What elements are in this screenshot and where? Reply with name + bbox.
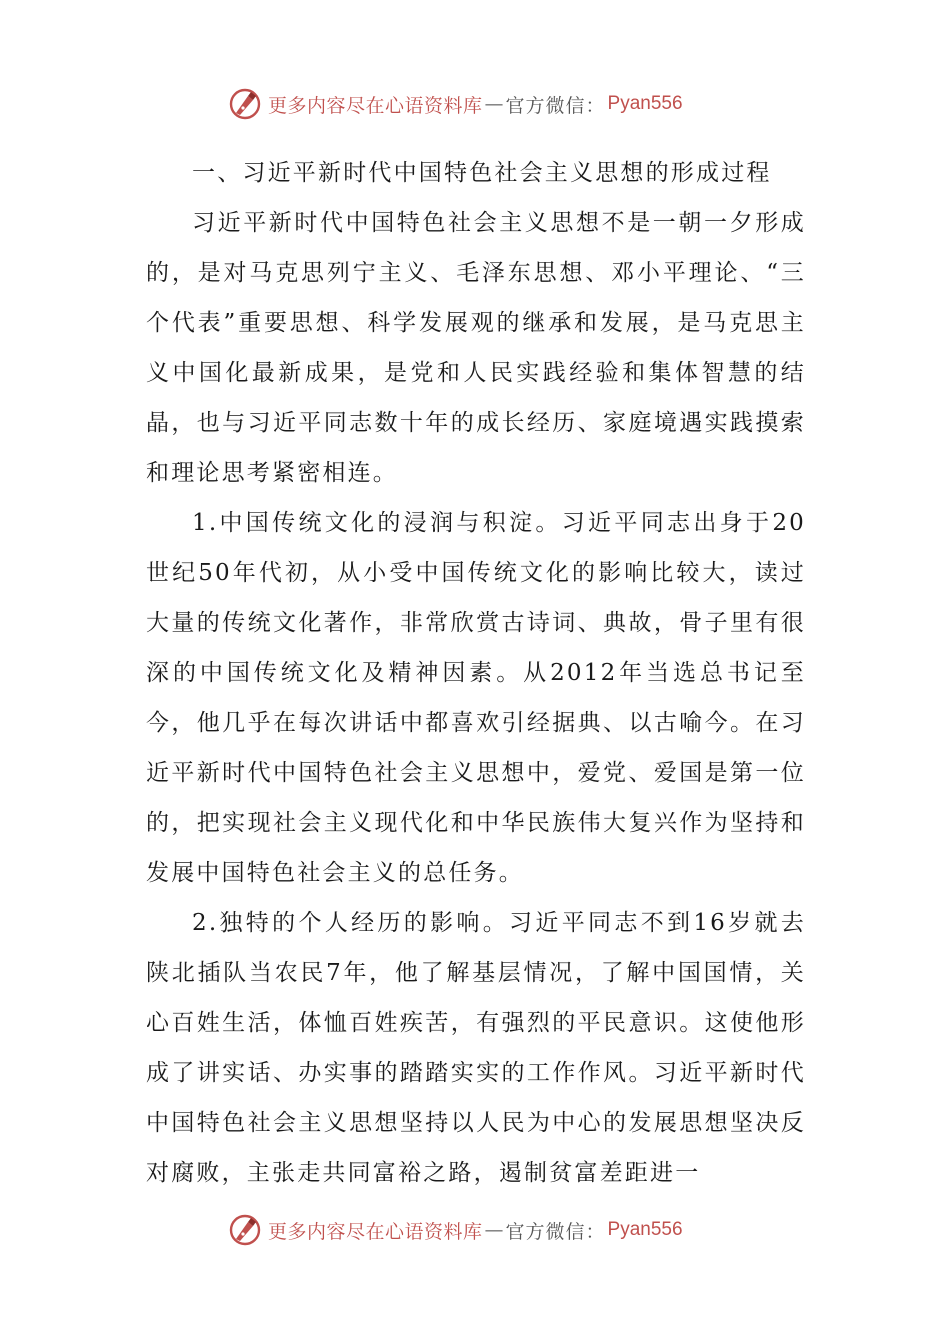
- pen-nib-logo-icon: [228, 87, 262, 121]
- site-name: 更多内容尽在心语资料库: [268, 94, 483, 117]
- footer-banner: [228, 1210, 683, 1250]
- banner-separator: —: [484, 93, 504, 115]
- paragraph-point-2: 2.独特的个人经历的影响。习近平同志不到16岁就去陕北插队当农民7年，他了解基层情况，了解中国国情，关心百姓生活，体恤百姓疾苦，有强烈的平民意识。这使他形成了讲实话、办实事的踏踏实实的工作作风。习近平新时代中国特色社会主义思想坚持以人民为中心的发展思想坚决反对腐败，主张走共同富裕之路，遏制贫富差距进一: [146, 910, 806, 1186]
- wechat-label: 官方微信：: [505, 1220, 606, 1243]
- site-name: 更多内容尽在心语资料库: [268, 1220, 483, 1243]
- document-body: [146, 148, 806, 1198]
- wechat-handle: Pyan556: [607, 93, 683, 114]
- wechat-handle: Pyan556: [607, 1219, 683, 1240]
- pen-nib-logo-icon: [228, 1213, 262, 1247]
- paragraph-point-1: 1.中国传统文化的浸润与积淀。习近平同志出身于20世纪50年代初，从小受中国传统文化的影响比较大，读过大量的传统文化著作，非常欣赏古诗词、典故，骨子里有很深的中国传统文化及精神因素。从2012年当选总书记至今，他几乎在每次讲话中都喜欢引经据典、以古喻今。在习近平新时代中国特色社会主义思想中，爱党、爱国是第一位的，把实现社会主义现代化和中华民族伟大复兴作为坚持和发展中国特色社会主义的总任务。: [146, 510, 806, 886]
- section-heading: 一、习近平新时代中国特色社会主义思想的形成过程: [192, 160, 772, 186]
- paragraph-intro: 习近平新时代中国特色社会主义思想不是一朝一夕形成的，是对马克思列宁主义、毛泽东思想、邓小平理论、“三个代表”重要思想、科学发展观的继承和发展，是马克思主义中国化最新成果，是党和人民实践经验和集体智慧的结晶，也与习近平同志数十年的成长经历、家庭境遇实践摸索和理论思考紧密相连。: [146, 210, 806, 486]
- banner-separator: —: [484, 1219, 504, 1241]
- wechat-label: 官方微信：: [505, 94, 606, 117]
- header-banner: [228, 84, 683, 124]
